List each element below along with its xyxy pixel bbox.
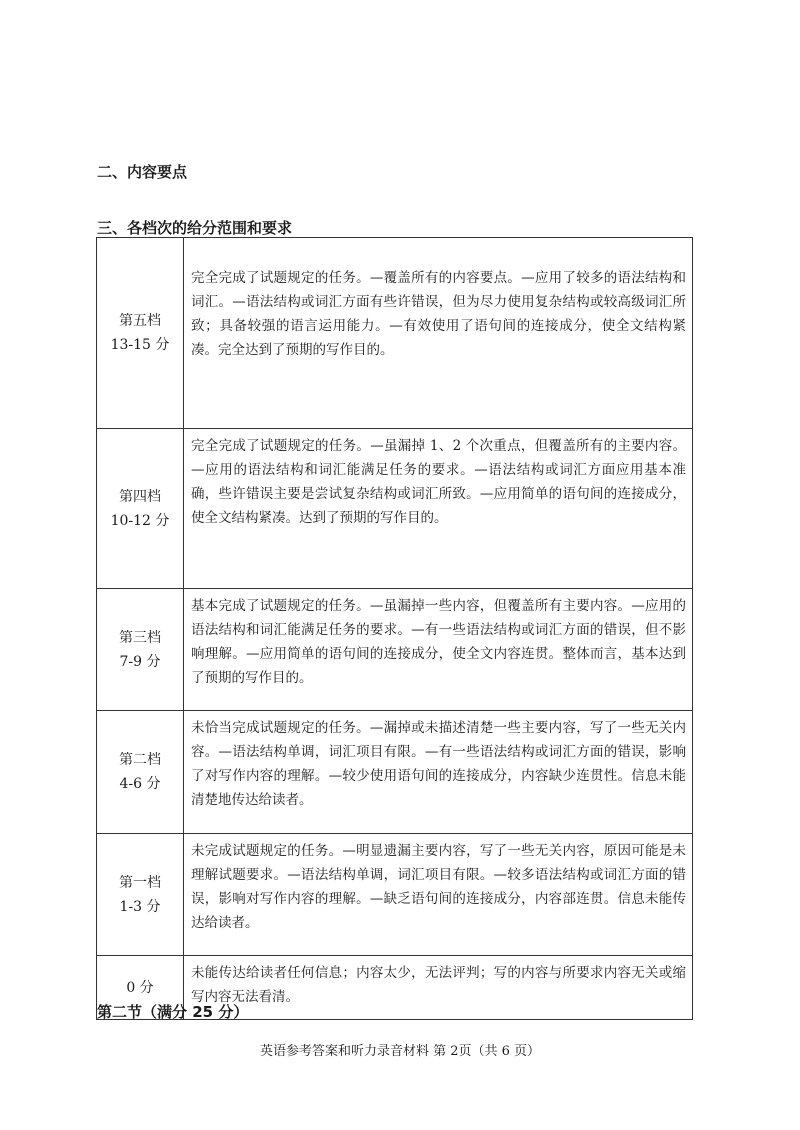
- band-description: 未恰当完成试题规定的任务。—漏掉或未描述清楚一些主要内容，写了一些无关内容。—语法结构单调，词汇项目有限。—有一些语法结构或词汇方面的错误，影响了对写作内容的理解。—较少使用语句间的连接成分，内容缺少连贯性。信息未能清楚地传达给读者。: [184, 711, 693, 834]
- band-score: 13-15 分: [110, 337, 170, 353]
- band-description: 基本完成了试题规定的任务。—虽漏掉一些内容，但覆盖所有主要内容。—应用的语法结构和词汇能满足任务的要求。—有一些语法结构或词汇方面的错误，但不影响理解。—应用简单的语句间的连接成分，使全文内容连贯。整体而言，基本达到了预期的写作目的。: [184, 589, 693, 711]
- band-name: 第二档: [119, 752, 161, 768]
- band-cell: [97, 238, 184, 429]
- band-name: 第一档: [119, 874, 161, 891]
- band-cell: [97, 589, 184, 711]
- table-row: [97, 238, 693, 429]
- band-name: 第三档: [119, 629, 161, 646]
- band-score: 4-6 分: [119, 776, 161, 792]
- band-cell: [97, 834, 184, 956]
- scoring-rubric-table: [96, 237, 693, 1020]
- page-footer: 英语参考答案和听力录音材料 第 2页（共 6 页）: [259, 1044, 541, 1059]
- band-score: 0 分: [126, 979, 154, 996]
- band-name: 第四档: [119, 488, 161, 505]
- band-cell: [97, 429, 184, 589]
- table-row: [97, 589, 693, 711]
- heading-section-two: 第二节（满分 25 分）: [97, 1003, 249, 1021]
- band-cell: [97, 711, 184, 834]
- band-description: 未能传达给读者任何信息；内容太少，无法评判；写的内容与所要求内容无关或缩写内容无法看清。: [184, 956, 693, 1020]
- band-score: 1-3 分: [119, 898, 161, 915]
- band-score: 7-9 分: [119, 653, 161, 670]
- heading-score-ranges: 三、各档次的给分范围和要求: [97, 219, 293, 237]
- band-description: 完全完成了试题规定的任务。—虽漏掉 1、2 个次重点，但覆盖所有的主要内容。—应用的语法结构和词汇能满足任务的要求。—语法结构或词汇方面应用基本准确，些许错误主要是尝试复杂结构或词汇所致。—应用简单的语句间的连接成分，使全文结构紧凑。达到了预期的写作目的。: [184, 429, 693, 589]
- table-row: [97, 429, 693, 589]
- band-name: 第五档: [119, 313, 161, 329]
- band-description: 未完成试题规定的任务。—明显遗漏主要内容，写了一些无关内容，原因可能是未理解试题要求。—语法结构单调，词汇项目有限。—较多语法结构或词汇方面的错误，影响对写作内容的理解。—缺乏语句间的连接成分，内容部连贯。信息未能传达给读者。: [184, 834, 693, 956]
- table-row: [97, 834, 693, 956]
- band-description: 完全完成了试题规定的任务。—覆盖所有的内容要点。—应用了较多的语法结构和词汇。—语法结构或词汇方面有些许错误，但为尽力使用复杂结构或较高级词汇所致；具备较强的语言运用能力。—有效使用了语句间的连接成分，使全文结构紧凑。完全达到了预期的写作目的。: [184, 238, 693, 429]
- band-score: 10-12 分: [110, 512, 170, 529]
- table-row: [97, 711, 693, 834]
- heading-content-points: 二、内容要点: [97, 163, 188, 181]
